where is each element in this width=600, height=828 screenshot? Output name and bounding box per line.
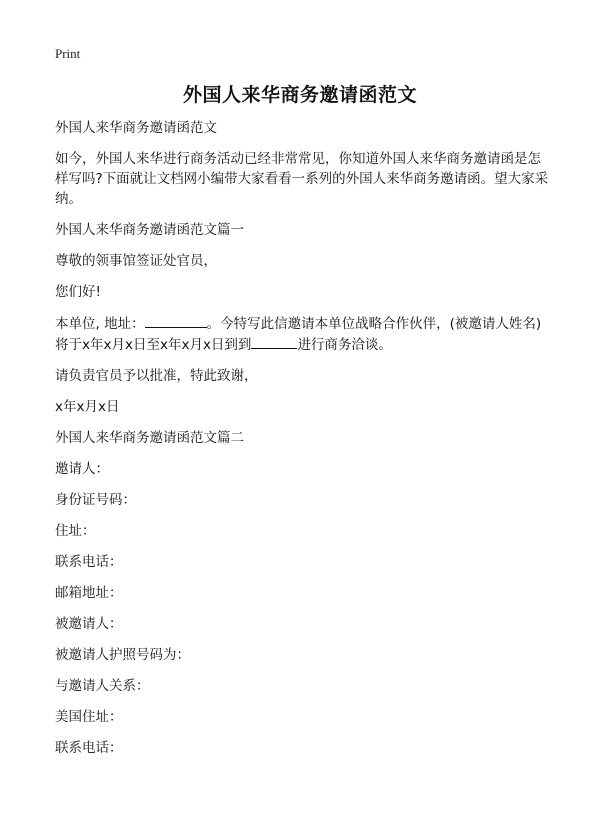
document-body xyxy=(55,118,553,769)
field-line: 住址： xyxy=(55,523,96,539)
print-link[interactable]: Print xyxy=(55,46,81,61)
intro-paragraph: 如今，外国人来华进行商务活动已经非常常见，你知道外国人来华商务邀请函是怎样写吗?下面就让文档网小编带大家看看一系列的外国人来华商务邀请函。望大家采纳。 xyxy=(55,151,549,207)
field-line: 邮箱地址： xyxy=(55,585,123,601)
invitation-text-3: 进行商务洽谈。 xyxy=(297,337,392,353)
invitation-paragraph xyxy=(55,313,553,355)
document-title: 外国人来华商务邀请函范文 xyxy=(182,84,417,106)
field-line: 被邀请人： xyxy=(55,616,123,632)
request-line: 请负责官员予以批准，特此致谢， xyxy=(55,368,258,384)
salutation: 尊敬的领事馆签证处官员， xyxy=(55,253,217,269)
invitation-text-2: 。今特写此信邀请本单位战略合作伙伴，(被邀请人姓名)将于x年x月x日至x年x月x日到到 xyxy=(55,316,542,353)
field-line: 联系电话： xyxy=(55,554,123,570)
address-blank xyxy=(145,313,207,328)
field-line: 被邀请人护照号码为： xyxy=(55,647,190,663)
date-line: x年x月x日 xyxy=(55,399,120,415)
invitation-text-1: 本单位, 地址： xyxy=(55,316,145,332)
place-blank xyxy=(251,334,297,349)
part2-heading: 外国人来华商务邀请函范文篇二 xyxy=(55,430,244,446)
field-line: 身份证号码： xyxy=(55,492,136,508)
field-line: 美国住址： xyxy=(55,709,123,725)
document-subtitle: 外国人来华商务邀请函范文 xyxy=(55,120,217,136)
field-line: 与邀请人关系： xyxy=(55,678,150,694)
part1-heading: 外国人来华商务邀请函范文篇一 xyxy=(55,222,244,238)
field-line: 联系电话： xyxy=(55,740,123,756)
greeting: 您们好! xyxy=(55,284,101,300)
field-line: 邀请人： xyxy=(55,461,109,477)
